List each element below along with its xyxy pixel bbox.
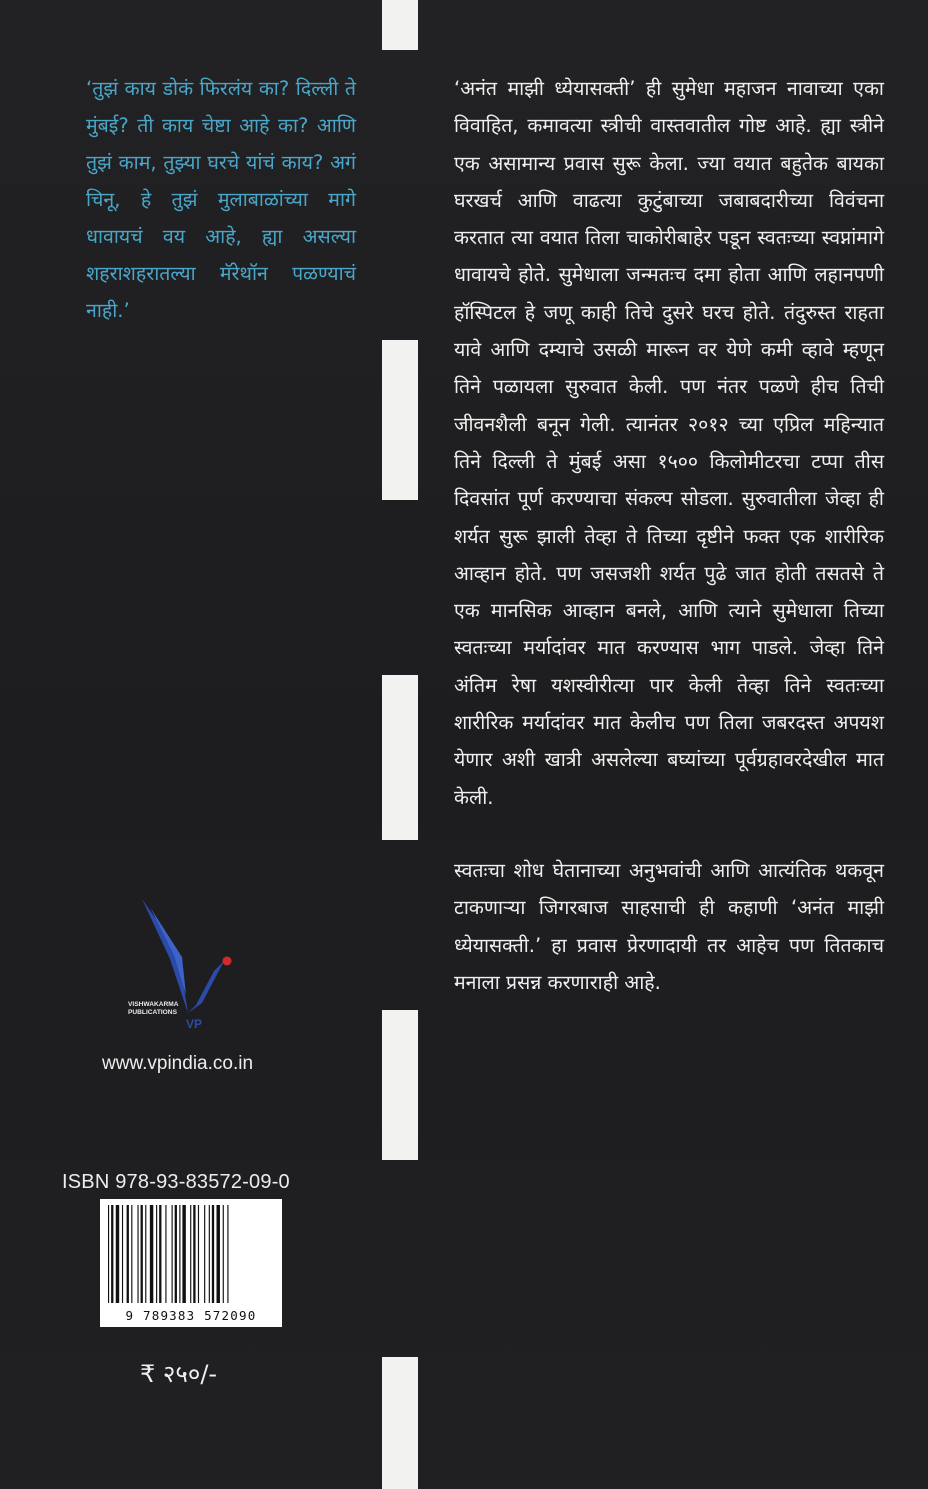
isbn-barcode (100, 1199, 282, 1327)
logo-v-right-stroke (188, 961, 224, 1013)
blurb-paragraph: ‘अनंत माझी ध्येयासक्ती’ ही सुमेधा महाजन नावाच्या एका विवाहित, कमावत्या स्त्रीची वास्तवातील गोष्ट आहे. ह्या स्त्रीने एक असामान्य प्रवास सुरू केला. ज्या वयात बहुतेक बायका घरखर्च आणि वाढत्या कुटुंबाच्या जबाबदारीच्या विवंचना करतात त्या वयात तिला चाकोरीबाहेर पडून स्वतःच्या स्वप्नांमागे धावायचे होते. सुमेधाला जन्मतःच दमा होता आणि लहानपणी हॉस्पिटल हे जणू काही तिचे दुसरे घरच होते. तंदुरुस्त राहता यावे आणि दम्याचे उसळी मारून वर येणे कमी व्हावे म्हणून तिने पळायला सुरुवात केली. पण नंतर पळणे हीच तिची जीवनशैली बनून गेली. त्यानंतर २०१२ च्या एप्रिल महिन्यात तिने दिल्ली ते मुंबई असा १५०० किलोमीटरचा टप्पा तीस दिवसांत पूर्ण करण्याचा संकल्प सोडला. सुरुवातीला जेव्हा ही शर्यत सुरू झाली तेव्हा ते तिच्या दृष्टीने फक्त एक शारीरिक आव्हान होते. पण जसजशी शर्यत पुढे जात होती तसतसे ते एक मानसिक आव्हान बनले, आणि त्याने सुमेधाला तिच्या स्वतःच्या मर्यादांवर मात करण्यास भाग पाडले. जेव्हा तिने अंतिम रेषा यशस्वीरीत्या पार केली तेव्हा तिने स्वतःच्या शारीरिक मर्यादांवर मात केलीच पण तिला जबरदस्त अपयश येणार अशी खात्री असलेल्या बघ्यांच्या पूर्वग्रहावरदेखील मात केली. (454, 77, 884, 809)
price: ₹ २५०/- (140, 1360, 218, 1388)
publisher-website: www.vpindia.co.in (102, 1053, 254, 1074)
book-blurb (454, 70, 884, 1001)
barcode-digits: 9 789383 572090 (125, 1308, 257, 1323)
blurb-paragraph: स्वतःचा शोध घेतानाच्या अनुभवांची आणि आत्यंतिक थकवून टाकणाऱ्या जिगरबाज साहसाची ही कहाणी ‘अनंत माझी ध्येयासक्ती.’ हा प्रवास प्रेरणादायी तर आहेच पण तितकाच मनाला प्रसन्न करणाराही आहे. (454, 858, 884, 994)
publisher-logo (126, 895, 296, 1035)
logo-mark: VP (186, 1017, 203, 1031)
logo-line2: PUBLICATIONS (128, 1009, 177, 1016)
lane-mark (382, 0, 418, 50)
barcode-bars (106, 1205, 276, 1303)
logo-red-dot (223, 957, 232, 966)
isbn-label: ISBN 978-93-83572-09-0 (62, 1171, 290, 1193)
lane-mark (382, 675, 418, 840)
lane-mark (382, 340, 418, 500)
lane-mark (382, 1010, 418, 1160)
logo-line1: VISHWAKARMA (128, 1001, 179, 1008)
lane-mark (382, 1357, 418, 1489)
pull-quote: ‘तुझं काय डोकं फिरलंय का? दिल्ली ते मुंबई? ती काय चेष्टा आहे का? आणि तुझं काम, तुझ्या घरचे यांचं काय? अगं चिनू, हे तुझं मुलाबाळांच्या मागे धावायचं वय आहे, ह्या असल्या शहराशहरातल्या मॅरेथॉन पळण्याचं नाही.’ (86, 77, 356, 322)
